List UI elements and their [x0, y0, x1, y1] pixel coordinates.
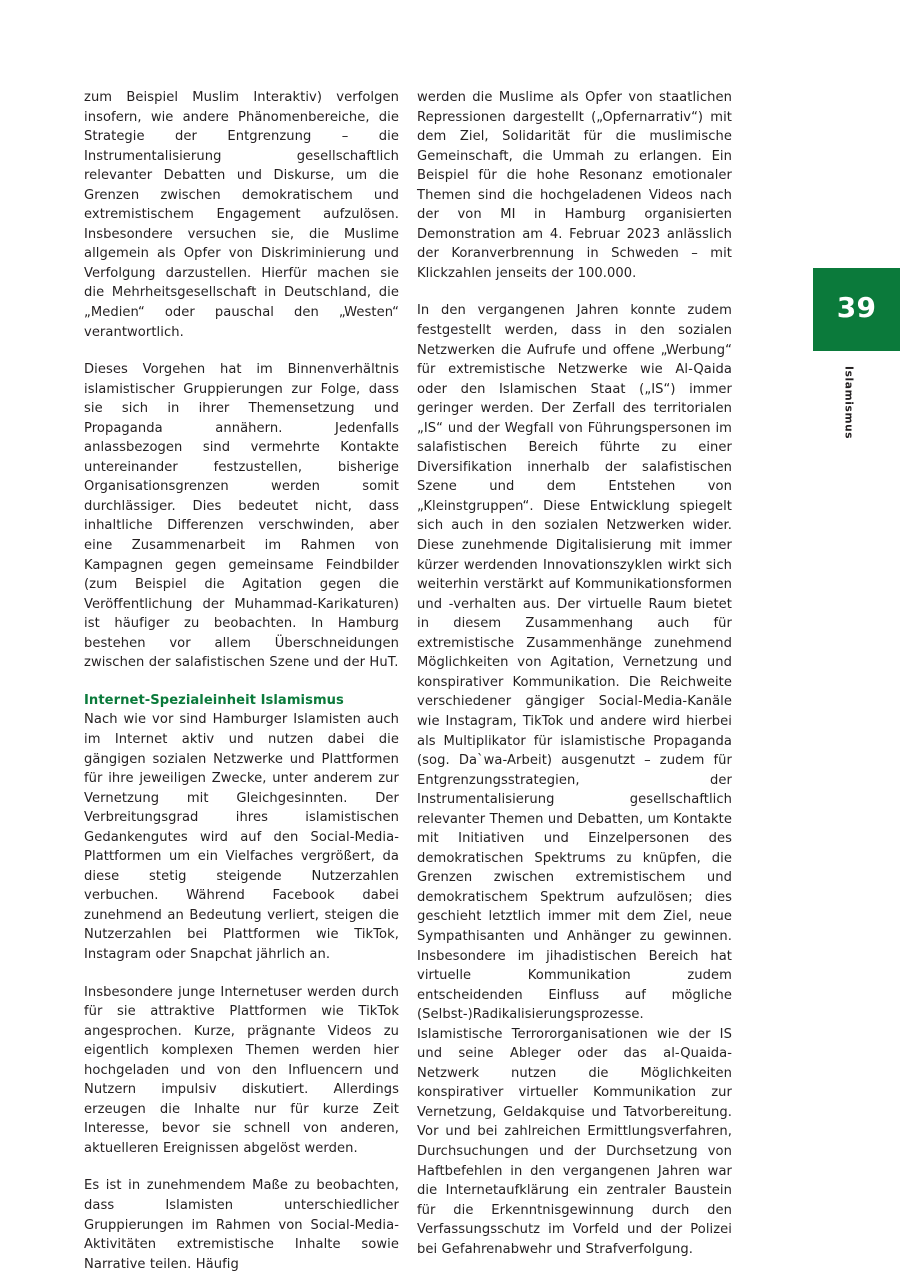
page-number-tab — [813, 268, 900, 351]
running-head-chapter — [836, 366, 860, 506]
page-number: 39 — [836, 290, 877, 324]
right-text-column — [417, 88, 732, 1259]
body-paragraph: Dieses Vorgehen hat im Binnenverhältnis islamistischer Gruppierungen zur Folge, dass sie sich in ihrer Themensetzung und Propaganda annähern. Jedenfalls anlassbezogen sind vermehrte Kontakte untereinander festzustellen, bisherige Organisationsgrenzen werden somit durchlässiger. Dies bedeutet nicht, dass inhaltliche Differenzen verschwinden, aber eine Zusammenarbeit im Rahmen von Kampagnen gegen gemeinsame Feindbilder (zum Beispiel die Agitation gegen die Veröffentlichung der Muhammad-Karikaturen) ist häufiger zu beobachten. In Hamburg bestehen vor allem Überschneidungen zwischen der salafistischen Szene und der HuT. — [84, 362, 399, 671]
body-paragraph: Nach wie vor sind Hamburger Islamisten auch im Internet aktiv und nutzen dabei die gängigen sozialen Netzwerke und Plattformen für ihre jeweiligen Zwecke, unter anderem zur Vernetzung mit Gleichgesinnten. Der Verbreitungsgrad ihres islamistischen Gedankengutes wird auf den Social-Media-Plattformen um ein Vielfaches vergrößert, da diese stetig steigende Nutzerzahlen verbuchen. Während Facebook dabei zunehmend an Bedeutung verliert, steigen die Nutzerzahlen bei Plattformen wie TikTok, Instagram oder Snapchat jährlich an. — [84, 712, 399, 962]
body-paragraph: In den vergangenen Jahren konnte zudem festgestellt werden, dass in den sozialen Netzwerken die Aufrufe und offene „Werbung“ für extremistische Netzwerke wie Al-Qaida oder den Islamischen Staat („IS“) immer geringer werden. Der Zerfall des territorialen „IS“ und der Wegfall von Führungspersonen im salafistischen Bereich führte zu einer Diversifikation innerhalb der salafistischen Szene und dem Entstehen von „Kleinstgruppen“. Diese Entwicklung spiegelt sich auch in den sozialen Netzwerken wider. Diese zunehmende Digitalisierung mit immer kürzer werdenden Innovationszyklen wirkt sich weiterhin verstärkt auf Kommunikationsformen und -verhalten aus. Der virtuelle Raum bietet in diesem Zusammenhang auch für extremistische Zusammenhänge zunehmend Möglichkeiten von Agitation, Vernetzung und konspirativer Kommunikation. Die Reichweite verschiedener gängiger Social-Media-Kanäle wie Instagram, TikTok und andere wird hierbei als Multiplikator für islamistische Propaganda (sog. Da`wa-Arbeit) ausgenutzt – zudem für Entgrenzungsstrategien, der Instrumentalisierung gesellschaftlich relevanter Themen und Debatten, um Kontakte mit Initiativen und Einzelpersonen des demokratischen Spektrums zu knüpfen, die Grenzen zwischen extremistischem und demokratischem Spektrum aufzulösen; dies geschieht letztlich immer mit dem Ziel, neue Sympathisanten und Anhänger zu gewinnen. Insbesondere im jihadistischen Bereich hat virtuelle Kommunikation zudem entscheidenden Einfluss auf mögliche (Selbst-)Radikalisierungsprozesse. Islamistische Terrororganisationen wie der IS und seine Ableger oder das al-Quaida-Netzwerk nutzen die Möglichkeiten konspirativer virtueller Kommunikation zur Vernetzung, Geldakquise und Tatvorbereitung. Vor und bei zahlreichen Ermittlungsverfahren, Durchsuchungen und der Durchsetzung von Haftbefehlen in den vergangenen Jahren war die Internetaufklärung ein zentraler Baustein für die Erkenntnisgewinnung durch den Verfassungsschutz im Vorfeld und der Polizei bei Gefahrenabwehr und Strafverfolgung. — [417, 303, 732, 1257]
section-heading-internet-spezialeinheit: Internet-Spezialeinheit Islamismus — [84, 692, 344, 708]
body-paragraph-continuation: werden die Muslime als Opfer von staatlichen Repressionen dargestellt („Opfernarrativ“) mit dem Ziel, Solidarität für die muslimische Gemeinschaft, die Ummah zu erlangen. Ein Beispiel für die hohe Resonanz emotionaler Themen sind die hochgeladenen Videos nach der von MI in Hamburg organisierten Demonstration am 4. Februar 2023 anlässlich der Koranverbrennung in Schweden – mit Klickzahlen jenseits der 100.000. — [417, 90, 732, 281]
body-paragraph-continued: Es ist in zunehmendem Maße zu beobachten, dass Islamisten unterschiedlicher Gruppierungen im Rahmen von Social-Media-Aktivitäten extremistische Inhalte sowie Narrative teilen. Häufig — [84, 1178, 399, 1272]
body-paragraph: zum Beispiel Muslim Interaktiv) verfolgen insofern, wie andere Phänomenbereiche, die Strategie der Entgrenzung – die Instrumentalisierung gesellschaftlich relevanter Debatten und Diskurse, um die Grenzen zwischen demokratischem und extremistischem Engagement aufzulösen. Insbesondere versuchen sie, die Muslime allgemein als Opfer von Diskriminierung und Verfolgung darzustellen. Hierfür machen sie die Mehrheitsgesellschaft in Deutschland, die „Medien“ oder pauschal den „Westen“ verantwortlich. — [84, 90, 399, 340]
section-spacer — [84, 673, 399, 691]
body-paragraph: Insbesondere junge Internetuser werden durch für sie attraktive Plattformen wie TikTok angesprochen. Kurze, prägnante Videos zu eigentlich komplexen Themen werden hier hochgeladen und von den Influencern und Nutzern impulsiv diskutiert. Allerdings erzeugen die Inhalte nur für kurze Zeit Interesse, bevor sie schnell von anderen, aktuelleren Ereignissen abgelöst werden. — [84, 984, 399, 1156]
left-text-column — [84, 88, 399, 1274]
text-columns — [84, 88, 734, 1272]
running-head-label: Islamismus — [842, 366, 855, 440]
